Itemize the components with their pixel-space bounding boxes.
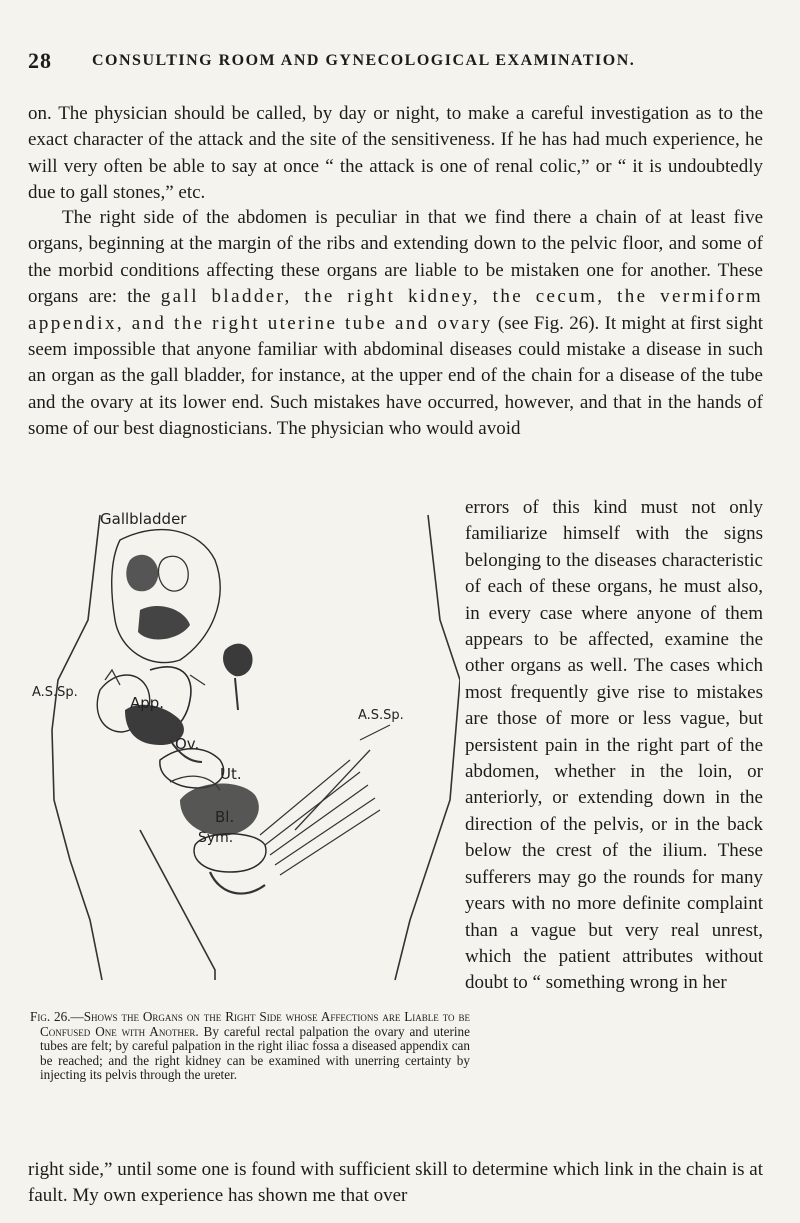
organ-list-spaced: gall bladder, the right kidney, the cecum, the vermiform appendix, and the right uterine tube and ovary — [28, 286, 764, 334]
caption-heading: Fig. 26.—Shows the Organs on the Right Side whose Affections are Liable to be Confused One with Another. — [30, 1009, 470, 1039]
figure-26 — [30, 500, 460, 990]
paragraph-2-text-b: (see Fig. 26). It might at first sight seem impossible that anyone familiar with abdominal diseases could mistake a disease in such an organ as the gall bladder, for instance, at the upper end of the chain for a disease of the tube and the ovary at its lower end. Such mistakes have occurred, however, and that in the hands of some of our best diagnosticians. The physician who would avoid — [28, 312, 764, 440]
label-appendix: App. — [130, 694, 165, 712]
organ-diagram — [30, 500, 460, 990]
running-header — [28, 48, 763, 78]
figure-caption — [30, 1010, 470, 1083]
caption-body: By careful rectal palpation the ovary and uterine tubes are felt; by careful palpation in the right iliac fossa a diseased appendix can be reached; and the right kidney can be examined with unerring certainty by injecting its pelvis through the ureter. — [40, 1023, 470, 1083]
label-asp-right: A.S.Sp. — [358, 708, 404, 723]
paragraph-2-tail: right side,” until some one is found with sufficient skill to determine which link in the chain is at fault. My own experience has shown me that over — [28, 1159, 763, 1207]
paragraph-2 — [28, 205, 763, 443]
label-bladder: Bl. — [215, 808, 235, 826]
label-gallbladder: Gallbladder — [100, 510, 187, 528]
label-symphysis: Sym. — [198, 830, 234, 846]
paragraph-1: on. The physician should be called, by day or night, to make a careful investigation as to the exact character of the attack and the site of the sensitiveness. If he has had much experience, he will very often be able to say at once “ the attack is one of renal colic,” or “ it is undoubtedly due to gall stones,” etc. — [28, 103, 763, 204]
label-ass-left: A.S.Sp. — [32, 685, 78, 700]
page-number: 28 — [28, 48, 52, 73]
paragraph-2-column-text: errors of this kind must not only familiarize himself with the signs belonging to the diseases characteristic of each of these organs, he must also, in every case where anyone of them appears to be affected, examine the other organs as well. The cases which most frequently give rise to mistakes are those of more or less vague, but persistent pain in the right part of the abdomen, whether in the loin, or anteriorly, or extending down in the direction of the pelvis, or in the back below the crest of the ilium. These sufferers may go the rounds for many years with no more definite complaint than a vague but very real unrest, which the patient attributes without doubt to “ something wrong in her — [465, 497, 763, 994]
label-ovary: Ov. — [175, 735, 200, 753]
paragraph-2-text-a: The right side of the abdomen is peculiar in that we find there a chain of at least five organs, beginning at the margin of the ribs and extending down to the pelvic floor, and some of the morbid conditions affecting these organs are liable to be mistaken one for another. These organs are: the — [28, 207, 763, 308]
label-uterus: Ut. — [220, 765, 242, 783]
running-title: CONSULTING ROOM AND GYNECOLOGICAL EXAMINATION. — [92, 52, 636, 69]
